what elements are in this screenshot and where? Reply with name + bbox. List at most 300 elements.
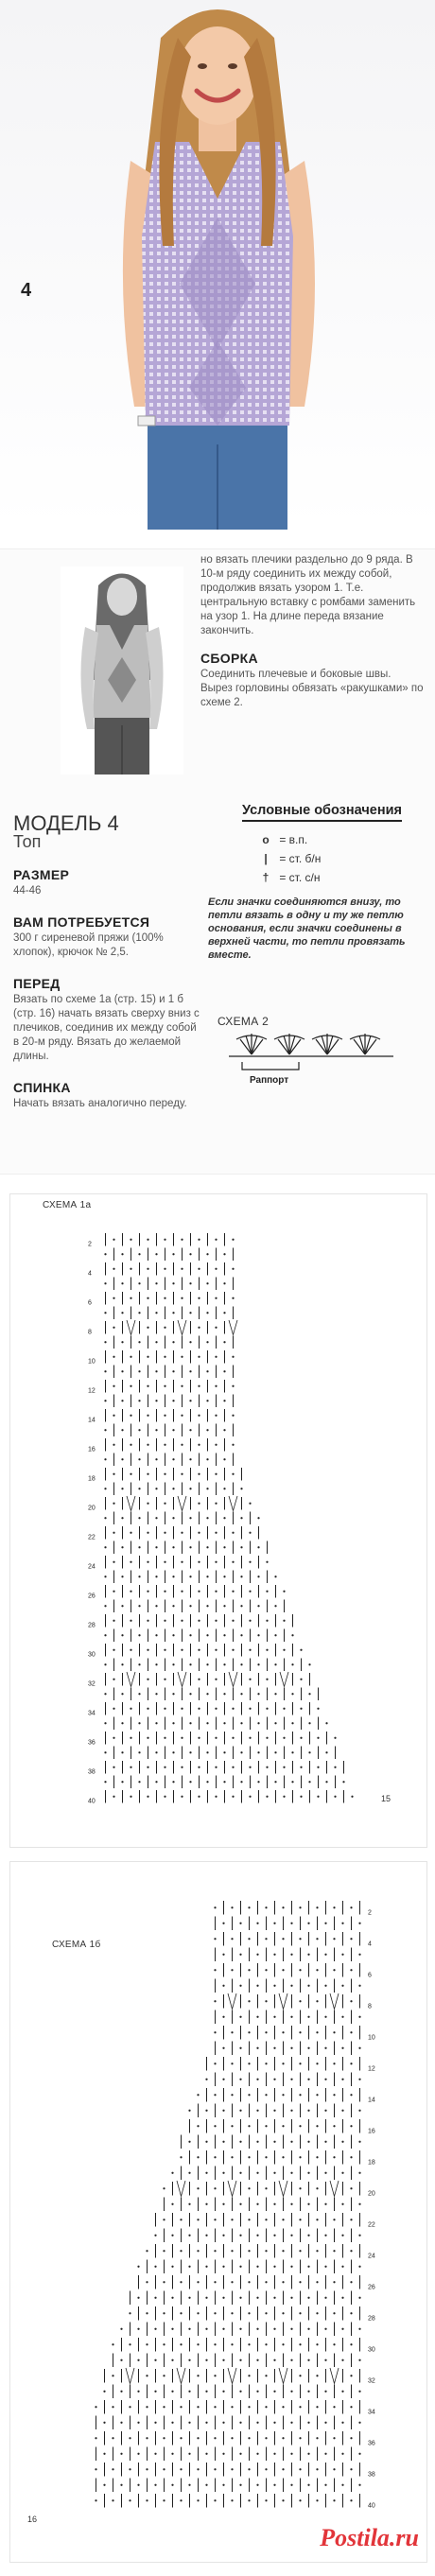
stitch-symbol bbox=[256, 2266, 258, 2268]
stitch-symbol bbox=[248, 2094, 250, 2096]
stitch-symbol bbox=[146, 2437, 148, 2439]
stitch-symbol bbox=[172, 1605, 174, 1607]
stitch-symbol bbox=[358, 1985, 360, 1987]
stitch-symbol bbox=[316, 2031, 318, 2033]
stitch-symbol bbox=[324, 2235, 326, 2237]
stitch-symbol bbox=[358, 2422, 360, 2424]
stitch-symbol bbox=[324, 2203, 326, 2205]
legend-text: = ст. с/н bbox=[279, 871, 321, 884]
stitch-symbol bbox=[257, 1663, 259, 1665]
stitch-symbol bbox=[299, 2063, 301, 2064]
stitch-symbol bbox=[290, 2110, 292, 2112]
chart-1b-grid bbox=[10, 1862, 426, 2562]
stitch-symbol bbox=[181, 1473, 183, 1475]
stitch-symbol bbox=[164, 1327, 165, 1329]
stitch-symbol bbox=[113, 1297, 114, 1299]
stitch-symbol bbox=[324, 2172, 326, 2174]
stitch-symbol bbox=[215, 1620, 217, 1622]
stitch-symbol bbox=[248, 2031, 250, 2033]
stitch-symbol bbox=[256, 2328, 258, 2330]
stitch-symbol bbox=[155, 1693, 157, 1695]
stitch-symbol bbox=[120, 2391, 122, 2393]
stitch-symbol bbox=[147, 1620, 148, 1622]
size-heading: РАЗМЕР bbox=[13, 867, 70, 882]
stitch-symbol bbox=[155, 1751, 157, 1753]
stitch-symbol bbox=[341, 1954, 343, 1956]
stitch-symbol bbox=[223, 1312, 225, 1314]
stitch-symbol bbox=[256, 1954, 258, 1956]
stitch-symbol bbox=[215, 1649, 217, 1651]
stitch-symbol bbox=[188, 2110, 190, 2112]
row-number: 38 bbox=[88, 1768, 96, 1776]
stitch-symbol bbox=[138, 1605, 140, 1607]
stitch-symbol bbox=[256, 2047, 258, 2049]
stitch-symbol bbox=[248, 2468, 250, 2470]
stitch-symbol bbox=[223, 1575, 225, 1577]
photo-page bbox=[0, 0, 435, 530]
stitch-symbol bbox=[341, 1923, 343, 1924]
stitch-symbol bbox=[248, 2250, 250, 2252]
stitch-symbol bbox=[164, 1239, 165, 1241]
stitch-symbol bbox=[316, 2063, 318, 2064]
stitch-symbol bbox=[172, 1253, 174, 1255]
stitch-symbol bbox=[130, 1297, 131, 1299]
stitch-symbol bbox=[265, 2063, 267, 2064]
stitch-symbol bbox=[214, 1906, 216, 1908]
stitch-symbol bbox=[223, 1693, 225, 1695]
stitch-symbol bbox=[333, 2031, 335, 2033]
stitch-symbol bbox=[249, 1679, 251, 1680]
stitch-symbol bbox=[299, 2437, 301, 2439]
stitch-symbol bbox=[324, 2422, 326, 2424]
stitch-symbol bbox=[350, 2094, 352, 2096]
stitch-symbol bbox=[126, 2368, 134, 2384]
stitch-symbol bbox=[273, 2016, 275, 2018]
stitch-symbol bbox=[137, 2422, 139, 2424]
stitch-symbol bbox=[358, 2235, 360, 2237]
stitch-symbol bbox=[273, 2203, 275, 2205]
row-number: 18 bbox=[368, 2159, 375, 2167]
stitch-symbol bbox=[180, 2437, 182, 2439]
stitch-symbol bbox=[120, 2453, 122, 2455]
stitch-symbol bbox=[257, 1722, 259, 1724]
stitch-symbol bbox=[317, 1796, 319, 1798]
stitch-symbol bbox=[232, 1767, 234, 1768]
stitch-symbol bbox=[324, 2141, 326, 2143]
stitch-symbol bbox=[229, 1496, 237, 1511]
stitch-symbol bbox=[341, 2359, 343, 2361]
stitch-symbol bbox=[223, 1546, 225, 1548]
legend-text: = ст. б/н bbox=[279, 852, 322, 865]
stitch-symbol bbox=[223, 1341, 225, 1343]
stitch-symbol bbox=[206, 1253, 208, 1255]
stitch-symbol bbox=[147, 1415, 148, 1417]
stitch-symbol bbox=[113, 1796, 114, 1798]
stitch-symbol bbox=[273, 2328, 275, 2330]
stitch-symbol bbox=[112, 2437, 113, 2439]
stitch-symbol bbox=[155, 1370, 157, 1372]
stitch-symbol bbox=[155, 1312, 157, 1314]
stitch-symbol bbox=[333, 2156, 335, 2158]
stitch-symbol bbox=[324, 1954, 326, 1956]
legend-item-chain bbox=[255, 833, 307, 846]
stitch-symbol bbox=[280, 1672, 288, 1687]
stitch-symbol bbox=[215, 1679, 217, 1680]
stitch-symbol bbox=[256, 2079, 258, 2080]
stitch-symbol bbox=[138, 1253, 140, 1255]
stitch-symbol bbox=[206, 1693, 208, 1695]
stitch-symbol bbox=[206, 1575, 208, 1577]
stitch-symbol bbox=[334, 1737, 336, 1739]
stitch-symbol bbox=[206, 1722, 208, 1724]
stitch-symbol bbox=[307, 2297, 309, 2299]
stitch-symbol bbox=[171, 2422, 173, 2424]
stitch-symbol bbox=[121, 1781, 123, 1783]
stitch-symbol bbox=[249, 1649, 251, 1651]
stitch-symbol bbox=[308, 1693, 310, 1695]
stitch-symbol bbox=[104, 1400, 106, 1401]
stitch-symbol bbox=[147, 1503, 148, 1505]
stitch-symbol bbox=[197, 2406, 199, 2408]
stitch-symbol bbox=[350, 2468, 352, 2470]
stitch-symbol bbox=[138, 1722, 140, 1724]
stitch-symbol bbox=[274, 1751, 276, 1753]
stitch-symbol bbox=[164, 1532, 165, 1534]
stitch-symbol bbox=[113, 1708, 114, 1710]
stitch-symbol bbox=[113, 1767, 114, 1768]
stitch-symbol bbox=[164, 1679, 165, 1680]
stitch-symbol bbox=[188, 2235, 190, 2237]
stitch-symbol bbox=[358, 2266, 360, 2268]
stitch-symbol bbox=[222, 2453, 224, 2455]
stitch-symbol bbox=[232, 1737, 234, 1739]
stitch-symbol bbox=[358, 2297, 360, 2299]
stitch-symbol bbox=[121, 1722, 123, 1724]
stitch-symbol bbox=[300, 1708, 302, 1710]
stitch-symbol bbox=[273, 2172, 275, 2174]
stitch-symbol bbox=[121, 1312, 123, 1314]
stitch-symbol bbox=[215, 1591, 217, 1593]
stitch-symbol bbox=[333, 2219, 335, 2220]
row-number: 28 bbox=[368, 2315, 375, 2323]
stitch-symbol bbox=[333, 2406, 335, 2408]
stitch-symbol bbox=[341, 2328, 343, 2330]
stitch-symbol bbox=[256, 2141, 258, 2143]
stitch-symbol bbox=[180, 2312, 182, 2314]
stitch-symbol bbox=[198, 1297, 200, 1299]
stitch-symbol bbox=[129, 2343, 130, 2345]
stitch-symbol bbox=[239, 2391, 241, 2393]
stitch-symbol bbox=[222, 2328, 224, 2330]
row-number: 26 bbox=[368, 2284, 375, 2291]
stitch-symbol bbox=[113, 1620, 114, 1622]
chart-page-1b bbox=[9, 1861, 427, 2563]
stitch-symbol bbox=[307, 2235, 309, 2237]
row-number: 14 bbox=[368, 2097, 375, 2104]
stitch-symbol bbox=[282, 2343, 284, 2345]
stitch-symbol bbox=[307, 2047, 309, 2049]
stitch-symbol bbox=[113, 1649, 114, 1651]
stitch-symbol bbox=[232, 1708, 234, 1710]
stitch-symbol bbox=[155, 1400, 157, 1401]
stitch-symbol bbox=[266, 1649, 268, 1651]
stitch-symbol bbox=[205, 2172, 207, 2174]
stitch-symbol bbox=[299, 2499, 301, 2501]
row-number: 8 bbox=[368, 2003, 372, 2010]
stitch-symbol bbox=[164, 1737, 165, 1739]
stitch-symbol bbox=[113, 1473, 114, 1475]
stitch-symbol bbox=[189, 1400, 191, 1401]
stitch-symbol bbox=[120, 2328, 122, 2330]
stitch-symbol bbox=[316, 2094, 318, 2096]
stitch-symbol bbox=[171, 2328, 173, 2330]
stitch-symbol bbox=[358, 2079, 360, 2080]
stitch-symbol bbox=[138, 1488, 140, 1489]
stitch-symbol bbox=[164, 1503, 165, 1505]
stitch-symbol bbox=[308, 1781, 310, 1783]
stitch-symbol bbox=[138, 1312, 140, 1314]
stitch-symbol bbox=[205, 2079, 207, 2080]
stitch-symbol bbox=[265, 1969, 267, 1971]
stitch-symbol bbox=[248, 1938, 250, 1940]
stitch-symbol bbox=[113, 1415, 114, 1417]
stitch-symbol bbox=[215, 1737, 217, 1739]
stitch-symbol bbox=[146, 2375, 148, 2376]
stitch-symbol bbox=[231, 2031, 233, 2033]
stitch-symbol bbox=[290, 2235, 292, 2237]
stitch-symbol bbox=[214, 2125, 216, 2127]
stitch-symbol bbox=[155, 1722, 157, 1724]
stitch-symbol bbox=[113, 1444, 114, 1446]
stitch-symbol bbox=[104, 1693, 106, 1695]
stitch-symbol bbox=[316, 2187, 318, 2189]
stitch-symbol bbox=[248, 2219, 250, 2220]
stitch-symbol bbox=[240, 1751, 242, 1753]
stitch-symbol bbox=[138, 1751, 140, 1753]
stitch-symbol bbox=[341, 1985, 343, 1987]
stitch-symbol bbox=[350, 2125, 352, 2127]
stitch-symbol bbox=[121, 1429, 123, 1431]
stitch-symbol bbox=[130, 1385, 131, 1387]
stitch-symbol bbox=[189, 1575, 191, 1577]
stitch-symbol bbox=[104, 1751, 106, 1753]
stitch-symbol bbox=[239, 2297, 241, 2299]
stitch-symbol bbox=[138, 1781, 140, 1783]
stitch-symbol bbox=[155, 1488, 157, 1489]
stitch-symbol bbox=[154, 2422, 156, 2424]
stitch-symbol bbox=[172, 1634, 174, 1636]
stitch-symbol bbox=[265, 2406, 267, 2408]
stitch-symbol bbox=[299, 1938, 301, 1940]
stitch-symbol bbox=[299, 2250, 301, 2252]
stitch-symbol bbox=[282, 2094, 284, 2096]
stitch-symbol bbox=[138, 1400, 140, 1401]
stitch-symbol bbox=[316, 2125, 318, 2127]
stitch-symbol bbox=[222, 2141, 224, 2143]
stitch-symbol bbox=[121, 1370, 123, 1372]
row-number: 12 bbox=[368, 2065, 375, 2073]
stitch-symbol bbox=[290, 2047, 292, 2049]
stitch-symbol bbox=[325, 1751, 327, 1753]
row-number: 32 bbox=[368, 2377, 375, 2385]
stitch-symbol bbox=[121, 1458, 123, 1460]
stitch-symbol bbox=[189, 1693, 191, 1695]
stitch-symbol bbox=[316, 2219, 318, 2220]
stitch-symbol bbox=[299, 2312, 301, 2314]
stitch-symbol bbox=[299, 2094, 301, 2096]
stitch-symbol bbox=[232, 1591, 234, 1593]
stitch-symbol bbox=[333, 2312, 335, 2314]
row-number: 30 bbox=[368, 2346, 375, 2354]
stitch-symbol bbox=[197, 2468, 199, 2470]
stitch-symbol bbox=[240, 1634, 242, 1636]
stitch-symbol bbox=[273, 1954, 275, 1956]
stitch-symbol bbox=[358, 1954, 360, 1956]
stitch-symbol bbox=[249, 1532, 251, 1534]
stitch-symbol bbox=[113, 1239, 114, 1241]
stitch-symbol bbox=[350, 2250, 352, 2252]
stitch-symbol bbox=[155, 1458, 157, 1460]
stitch-symbol bbox=[147, 1385, 148, 1387]
stitch-symbol bbox=[222, 2016, 224, 2018]
stitch-symbol bbox=[290, 2453, 292, 2455]
stitch-symbol bbox=[341, 2266, 343, 2268]
row-number: 40 bbox=[368, 2502, 375, 2510]
stitch-symbol bbox=[206, 1546, 208, 1548]
stitch-symbol bbox=[197, 2437, 199, 2439]
stitch-symbol bbox=[129, 2312, 130, 2314]
stitch-symbol bbox=[121, 1253, 123, 1255]
stitch-symbol bbox=[316, 2281, 318, 2283]
stitch-symbol bbox=[290, 2484, 292, 2486]
stitch-symbol bbox=[273, 2422, 275, 2424]
stitch-symbol bbox=[333, 2094, 335, 2096]
stitch-symbol bbox=[290, 1923, 292, 1924]
stitch-symbol bbox=[181, 1385, 183, 1387]
stitch-symbol bbox=[205, 2141, 207, 2143]
stitch-symbol bbox=[138, 1517, 140, 1519]
stitch-symbol bbox=[290, 2266, 292, 2268]
legend-symbol: o bbox=[262, 833, 270, 846]
stitch-symbol bbox=[147, 1767, 148, 1768]
stitch-symbol bbox=[290, 1954, 292, 1956]
stitch-symbol bbox=[155, 1282, 157, 1284]
stitch-symbol bbox=[121, 1663, 123, 1665]
stitch-symbol bbox=[307, 2422, 309, 2424]
stitch-symbol bbox=[358, 1923, 360, 1924]
stitch-symbol bbox=[155, 1253, 157, 1255]
row-number: 26 bbox=[88, 1593, 96, 1600]
stitch-symbol bbox=[222, 2266, 224, 2268]
stitch-symbol bbox=[256, 2359, 258, 2361]
stitch-symbol bbox=[249, 1767, 251, 1768]
row-number: 22 bbox=[88, 1534, 96, 1541]
stitch-symbol bbox=[206, 1312, 208, 1314]
stitch-symbol bbox=[232, 1649, 234, 1651]
stitch-symbol bbox=[103, 2391, 105, 2393]
stitch-symbol bbox=[189, 1546, 191, 1548]
stitch-symbol bbox=[214, 2000, 216, 2002]
stitch-symbol bbox=[299, 1969, 301, 1971]
stitch-symbol bbox=[256, 2453, 258, 2455]
stitch-symbol bbox=[231, 2406, 233, 2408]
chart-1b-label: СХЕМА 1б bbox=[52, 1940, 101, 1950]
stitch-symbol bbox=[147, 1796, 148, 1798]
stitch-symbol bbox=[146, 2281, 148, 2283]
stitch-symbol bbox=[283, 1591, 285, 1593]
stitch-symbol bbox=[257, 1605, 259, 1607]
stitch-symbol bbox=[188, 2297, 190, 2299]
stitch-symbol bbox=[299, 2406, 301, 2408]
stitch-symbol bbox=[214, 2281, 216, 2283]
stitch-symbol bbox=[290, 2016, 292, 2018]
stitch-symbol bbox=[265, 2125, 267, 2127]
stitch-symbol bbox=[266, 1561, 268, 1563]
stitch-symbol bbox=[249, 1561, 251, 1563]
stitch-symbol bbox=[307, 2453, 309, 2455]
stitch-symbol bbox=[350, 2281, 352, 2283]
stitch-symbol bbox=[112, 2343, 113, 2345]
stitch-symbol bbox=[223, 1517, 225, 1519]
row-number: 20 bbox=[88, 1505, 96, 1512]
stitch-symbol bbox=[172, 1575, 174, 1577]
stitch-symbol bbox=[358, 2391, 360, 2393]
stitch-symbol bbox=[180, 2156, 182, 2158]
stitch-symbol bbox=[334, 1767, 336, 1768]
stitch-symbol bbox=[198, 1327, 200, 1329]
stitch-symbol bbox=[113, 1327, 114, 1329]
stitch-symbol bbox=[121, 1546, 123, 1548]
stitch-symbol bbox=[299, 2281, 301, 2283]
stitch-symbol bbox=[358, 2172, 360, 2174]
stitch-symbol bbox=[188, 2359, 190, 2361]
stitch-symbol bbox=[181, 1620, 183, 1622]
stitch-symbol bbox=[181, 1591, 183, 1593]
stitch-symbol bbox=[317, 1737, 319, 1739]
stitch-symbol bbox=[350, 1906, 352, 1908]
stitch-symbol bbox=[112, 2406, 113, 2408]
stitch-symbol bbox=[231, 2250, 233, 2252]
stitch-symbol bbox=[341, 2203, 343, 2205]
stitch-symbol bbox=[334, 1796, 336, 1798]
stitch-symbol bbox=[137, 2453, 139, 2455]
stitch-symbol bbox=[154, 2266, 156, 2268]
stitch-symbol bbox=[257, 1634, 259, 1636]
stitch-symbol bbox=[249, 1503, 251, 1505]
stitch-symbol bbox=[223, 1282, 225, 1284]
row-number: 10 bbox=[368, 2034, 375, 2042]
stitch-symbol bbox=[265, 2031, 267, 2033]
stitch-symbol bbox=[341, 2110, 343, 2112]
stitch-symbol bbox=[104, 1546, 106, 1548]
stitch-symbol bbox=[300, 1737, 302, 1739]
stitch-symbol bbox=[180, 2468, 182, 2470]
stitch-symbol bbox=[215, 1561, 217, 1563]
stitch-symbol bbox=[181, 1239, 183, 1241]
stitch-symbol bbox=[265, 2094, 267, 2096]
stitch-symbol bbox=[206, 1781, 208, 1783]
model-title: МОДЕЛЬ 4 bbox=[13, 811, 119, 835]
stitch-symbol bbox=[341, 2422, 343, 2424]
assembly-heading: СБОРКА bbox=[200, 651, 258, 666]
stitch-symbol bbox=[180, 2281, 182, 2283]
stitch-symbol bbox=[164, 1561, 165, 1563]
stitch-symbol bbox=[290, 2328, 292, 2330]
stitch-symbol bbox=[189, 1370, 191, 1372]
stitch-symbol bbox=[206, 1429, 208, 1431]
stitch-symbol bbox=[137, 2297, 139, 2299]
stitch-symbol bbox=[214, 2219, 216, 2220]
